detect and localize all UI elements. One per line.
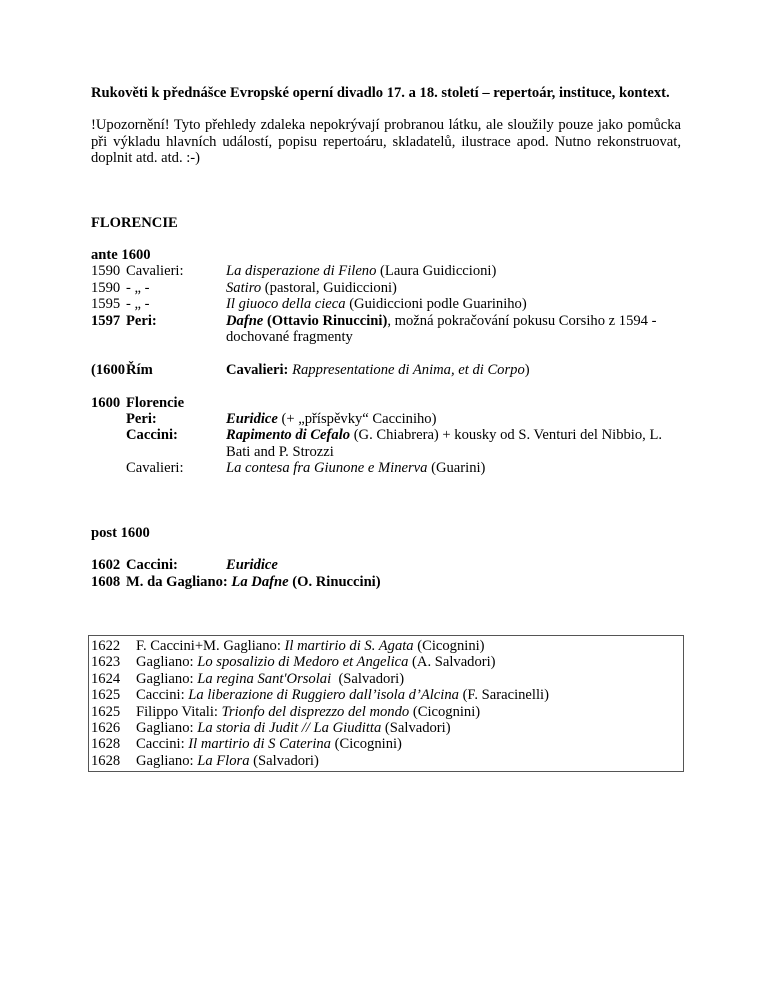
document-page: [91, 85, 681, 590]
table-row: [91, 736, 549, 752]
ante-table: [91, 263, 681, 476]
work-title: Il martirio di S Caterina: [188, 736, 331, 753]
year-cell: 1624: [91, 670, 121, 687]
work-title: Il martirio di S. Agata: [284, 638, 414, 654]
year-cell: 1602: [91, 557, 121, 574]
table-row: [91, 313, 681, 346]
work-cell: [226, 296, 681, 312]
year-cell: 1628: [91, 736, 121, 753]
work-cell: [226, 313, 681, 346]
work-title: Euridice: [226, 411, 278, 428]
entry-cell: [136, 654, 549, 670]
work-note: , možná pokračování pokusu Corsiho z 1594 - dochované fragmenty: [226, 312, 657, 346]
notice-paragraph: !Upozornění! Tyto přehledy zdaleka nepokrývají probranou látku, ale sloužily pouze jako pomůcka při výkladu hlavních událostí, popisu repertoáru, skladatelů, ilustrace apod. Nutno rekonstruovat, doplnit atd. atd. :-): [91, 117, 681, 167]
table-row: [91, 427, 681, 460]
work-note: (F. Saracinelli): [458, 687, 549, 704]
work-cell: [226, 557, 381, 573]
year-cell: (1600: [91, 361, 126, 378]
rome-row: [91, 362, 681, 378]
work-cell: [226, 280, 681, 296]
composer-cell: Caccini:: [126, 557, 178, 574]
ante-1600-block: [91, 247, 681, 477]
work-note: (Cicognini): [330, 736, 402, 753]
composer-cell: - „ -: [126, 296, 150, 313]
year-cell: 1590: [91, 263, 121, 280]
work-note: (Salvadori): [381, 720, 451, 737]
work-title: La regina Sant'Orsolai: [197, 670, 332, 687]
work-cell: [226, 427, 681, 460]
work-note: (Cicognini): [413, 638, 485, 654]
work-librettist: (Ottavio Rinuccini): [263, 312, 388, 329]
composer-name: Caccini:: [136, 736, 189, 753]
year-cell: 1626: [91, 720, 121, 737]
table-row: [91, 557, 381, 573]
work-note: (Laura Guidiccioni): [376, 263, 497, 280]
work-title: Satiro: [226, 279, 262, 296]
entry-cell: [136, 638, 549, 654]
table-row: [91, 638, 549, 654]
composer-name: F. Caccini+M. Gagliano:: [136, 638, 285, 654]
year-cell: 1590: [91, 279, 121, 296]
work-title: Trionfo del disprezzo del mondo: [221, 703, 410, 720]
work-title: La storia di Judit // La Giuditta: [197, 720, 382, 737]
year-cell: 1628: [91, 752, 121, 769]
document-title: Rukověti k přednášce Evropské operní divadlo 17. a 18. století – repertoár, instituce, kontext.: [91, 85, 670, 101]
table-row: [91, 687, 549, 703]
composer-name: M. da Gagliano:: [126, 573, 228, 590]
table-row: [91, 704, 549, 720]
work-note: (Guarini): [427, 460, 486, 477]
composer-cell: Peri:: [126, 312, 157, 329]
year-cell: 1625: [91, 703, 121, 720]
work-title: Dafne: [226, 312, 264, 329]
place-cell: Florencie: [126, 394, 185, 411]
work-note: (G. Chiabrera) + kousky od S. Venturi del Nibbio, L. Bati and P. Strozzi: [226, 427, 663, 460]
work-note: (A. Salvadori): [408, 654, 496, 671]
table-row: [91, 411, 681, 427]
entry-cell: [136, 704, 549, 720]
composer-cell: - „ -: [126, 279, 150, 296]
work-cell: [226, 362, 681, 378]
work-note: (Salvadori): [249, 752, 319, 769]
work-title: La Dafne: [231, 573, 289, 590]
composer-name: Gagliano:: [136, 654, 198, 671]
year-cell: 1597: [91, 312, 121, 329]
work-note: (Cicognini): [409, 703, 481, 720]
work-title: La liberazione di Ruggiero dall’isola d’Alcina: [188, 687, 459, 704]
composer-cell: Peri:: [126, 411, 157, 428]
work-title: Euridice: [226, 557, 278, 574]
year-cell: 1625: [91, 687, 121, 704]
work-title: Il giuoco della cieca: [226, 296, 346, 313]
boxed-table: [91, 638, 549, 769]
table-row: [91, 753, 549, 769]
section-title: FLORENCIE: [91, 214, 178, 231]
work-note: (Salvadori): [331, 670, 405, 687]
year-cell: 1600: [91, 394, 121, 411]
table-row: [91, 654, 549, 670]
work-note: (+ „příspěvky“ Cacciniho): [277, 411, 437, 428]
entry-cell: [136, 671, 549, 687]
composer-name: Filippo Vitali:: [136, 703, 222, 720]
boxed-chronology: [88, 635, 684, 772]
work-title: La disperazione di Fileno: [226, 263, 377, 280]
table-row: [91, 671, 549, 687]
composer-name: Gagliano:: [136, 752, 198, 769]
work-cell: [226, 460, 681, 476]
work-title: Lo sposalizio di Medoro et Angelica: [197, 654, 409, 671]
entry-cell: [136, 736, 549, 752]
table-row: [91, 720, 549, 736]
year-cell: 1608: [91, 573, 121, 590]
entry-cell: [136, 687, 549, 703]
composer-name: Gagliano:: [136, 720, 198, 737]
composer-cell: Caccini:: [126, 427, 178, 444]
composer-name: Cavalieri:: [226, 361, 289, 378]
work-title: Rappresentatione di Anima, et di Corpo: [292, 361, 525, 378]
entry-cell: [136, 753, 549, 769]
post-heading: post 1600: [91, 524, 150, 541]
composer-cell: Cavalieri:: [126, 263, 184, 280]
work-note: (pastoral, Guidiccioni): [261, 279, 397, 296]
composer-name: Caccini:: [136, 687, 189, 704]
table-row: [91, 263, 681, 279]
post-table: [91, 557, 381, 590]
table-row: [91, 460, 681, 476]
table-row: [91, 395, 681, 411]
work-cell: [226, 263, 681, 279]
place-cell: Řím: [126, 361, 153, 378]
year-cell: 1622: [91, 638, 121, 654]
entry-cell: [136, 720, 549, 736]
year-cell: 1595: [91, 296, 121, 313]
composer-cell: Cavalieri:: [126, 460, 184, 477]
ante-heading: ante 1600: [91, 247, 151, 264]
table-row: [91, 574, 381, 590]
year-cell: 1623: [91, 654, 121, 671]
work-cell: [226, 411, 681, 427]
composer-name: Gagliano:: [136, 670, 198, 687]
work-note: (O. Rinuccini): [288, 573, 381, 590]
work-cell: [126, 574, 381, 590]
work-title: La contesa fra Giunone e Minerva: [226, 460, 428, 477]
work-note: (Guidiccioni podle Guariniho): [345, 296, 527, 313]
closing-paren: ): [524, 361, 530, 378]
work-title: Rapimento di Cefalo: [226, 427, 351, 444]
work-title: La Flora: [197, 752, 250, 769]
table-row: [91, 296, 681, 312]
table-row: [91, 280, 681, 296]
